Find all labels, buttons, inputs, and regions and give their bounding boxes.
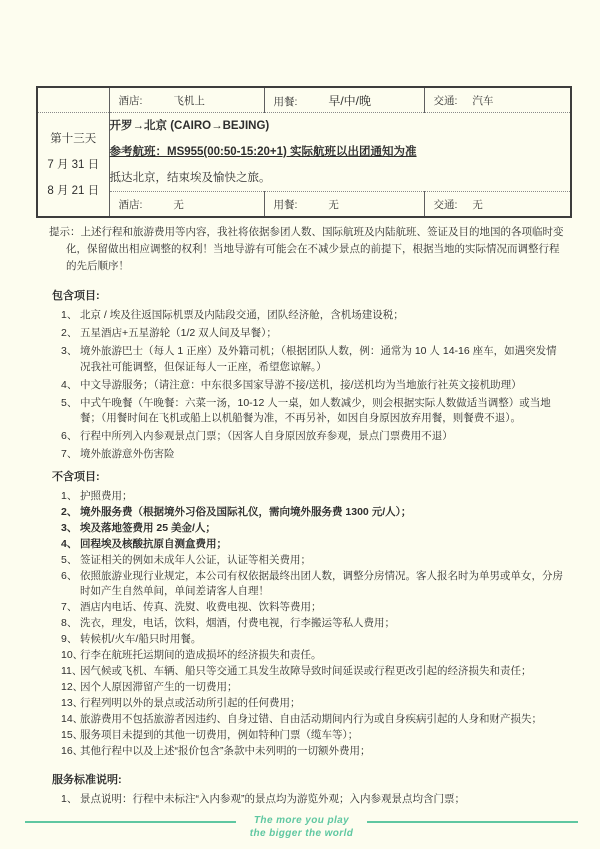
list-item-number: 14、: [61, 713, 84, 725]
footer-divider-right: [367, 821, 578, 823]
table-row-day-detail: [37, 113, 571, 192]
list-item: [52, 616, 564, 632]
arrival-note: 抵达北京，结束埃及愉快之旅。: [109, 172, 271, 184]
footer-slogan-line1: The more you play: [253, 815, 350, 826]
day-description-cell: [109, 113, 571, 192]
list-item-text: 因个人原因滞留产生的一切费用；: [80, 681, 238, 693]
list-item-number: 2、: [61, 327, 78, 339]
meal-cell-bottom: [264, 192, 424, 218]
list-item-text: 护照费用；: [80, 489, 133, 502]
service-standard-title: 服务标准说明:: [52, 773, 122, 786]
notice-paragraph: [36, 224, 570, 275]
list-item: [52, 326, 564, 342]
list-item-number: 3、: [61, 345, 78, 357]
included-list: [52, 308, 564, 463]
footer-slogan-line2: the bigger the world: [249, 828, 354, 839]
list-item-text: 行李在航班托运期间的造成损坏的经济损失和责任。: [80, 649, 322, 661]
list-item-number: 1、: [61, 489, 78, 502]
flight-info: 参考航班：MS955(00:50-15:20+1) 实际航班以出团通知为准: [109, 146, 417, 158]
excluded-list: [52, 489, 564, 760]
service-standard-list: [52, 792, 564, 808]
hotel-cell-bottom: [109, 192, 264, 218]
list-item: [52, 396, 564, 427]
list-item-number: 6、: [61, 430, 78, 442]
list-item-text: 境外旅游巴士（每人 1 正座）及外籍司机；（根据团队人数，例：通常为 10 人 14-16 座车，如遇突发情况我社可能调整，但保证每人一正座，希望您谅解。）: [80, 345, 557, 373]
list-item-text: 服务项目未提到的其他一切费用，例如特种门票（缆车等）；: [80, 729, 359, 741]
list-item: [52, 728, 564, 744]
hotel-label: 酒店:: [118, 198, 143, 211]
hotel-value: 飞机上: [173, 94, 205, 107]
meal-value: 无: [328, 198, 339, 211]
list-item: [52, 521, 564, 537]
departure-date-1: 7 月 31 日: [47, 158, 100, 171]
list-item: [52, 744, 564, 760]
itinerary-table: [36, 86, 572, 218]
list-item: [52, 680, 564, 696]
list-item-number: 16、: [61, 745, 84, 757]
list-item-text: 转候机/火车/船只时用餐。: [80, 633, 202, 645]
list-item-number: 9、: [61, 633, 78, 645]
meal-value: 早/中/晚: [328, 93, 372, 108]
list-item-number: 1、: [61, 792, 78, 805]
list-item-text: 旅游费用不包括旅游者因违约、自身过错、自由活动期间内行为或自身疾病引起的人身和财产损失；: [80, 713, 542, 725]
transport-label: 交通:: [433, 94, 458, 107]
list-item-number: 7、: [61, 601, 78, 613]
transport-value: 汽车: [472, 94, 494, 107]
day-number: 第十三天: [50, 132, 97, 145]
list-item-number: 5、: [61, 553, 78, 566]
list-item: [52, 696, 564, 712]
list-item: [52, 489, 564, 505]
list-item-number: 1、: [61, 309, 78, 321]
list-item-number: 3、: [61, 521, 78, 534]
page-content: [36, 86, 570, 807]
list-item: [52, 308, 564, 324]
list-item-text: 五星酒店+五星游轮（1/2 双人间及早餐）；: [80, 327, 277, 339]
list-item: [52, 537, 564, 553]
list-item-number: 13、: [61, 697, 84, 709]
hotel-value: 无: [173, 198, 184, 211]
list-item-text: 境外旅游意外伤害险: [80, 448, 175, 460]
list-item-text: 埃及落地签费用 25 美金/人；: [80, 521, 216, 534]
route-title: 开罗→北京 (CAIRO→BEJING): [109, 120, 270, 132]
list-item: [52, 378, 564, 394]
service-standard-section: [36, 773, 570, 808]
list-item: [52, 792, 564, 808]
list-item: [52, 632, 564, 648]
list-item-text: 境外服务费（根据境外习俗及国际礼仪，需向境外服务费 1300 元/人）；: [80, 505, 412, 518]
list-item-number: 15、: [61, 729, 84, 741]
list-item-text: 行程中所列入内参观景点门票；（因客人自身原因放弃参观，景点门票费用不退）: [80, 430, 453, 442]
list-item-text: 依照旅游业现行业规定，本公司有权依据最终出团人数，调整分房情况。客人报名时为单男或单女，分房时如产生自然单间，单间差请客人自理！: [80, 569, 563, 597]
list-item-text: 中文导游服务；（请注意：中东很多国家导游不接/送机，接/送机均为当地旅行社英文接机助理）: [80, 378, 522, 391]
meal-cell-top: [264, 87, 424, 113]
list-item-text: 中式午晚餐（午晚餐：六菜一汤，10-12 人一桌，如人数减少，则会根据实际人数做适当调整）或当地餐；（用餐时间在飞机或船上以机船餐为准，不再另补，如因自身原因放弃用餐，则餐费不退）。: [80, 396, 551, 424]
list-item: [52, 344, 564, 375]
empty-cell: [37, 87, 109, 113]
list-item-number: 11、: [61, 665, 83, 677]
notice-label: 提示：: [49, 226, 81, 238]
list-item-number: 6、: [61, 569, 78, 582]
list-item: [52, 447, 564, 463]
hotel-cell-top: [109, 87, 264, 113]
footer-slogan: [25, 814, 578, 840]
list-item-text: 签证相关的例如未成年人公证，认证等相关费用；: [80, 553, 311, 566]
list-item: [52, 664, 564, 680]
list-item-number: 4、: [61, 378, 78, 391]
list-item-number: 8、: [61, 617, 78, 629]
transport-cell-top: [424, 87, 571, 113]
transport-cell-bottom: [424, 192, 571, 218]
list-item: [52, 600, 564, 616]
list-item-text: 洗衣，理发，电话，饮料，烟酒，付费电视，行李搬运等私人费用；: [80, 617, 395, 629]
list-item: [52, 505, 564, 521]
meal-label: 用餐:: [273, 95, 298, 108]
list-item-number: 2、: [61, 505, 78, 518]
list-item-text: 行程列明以外的景点或活动所引起的任何费用；: [80, 697, 301, 709]
departure-date-2: 8 月 21 日: [47, 184, 100, 197]
list-item-text: 其他行程中以及上述“报价包含”条款中未列明的一切额外费用；: [80, 745, 371, 757]
list-item-text: 因气候或飞机、车辆、船只等交通工具发生故障导致时间延误或行程更改引起的经济损失和责任；: [80, 665, 532, 677]
list-item-text: 景点说明：行程中未标注“入内参观”的景点均为游览外观；入内参观景点均含门票；: [80, 792, 465, 805]
list-item: [52, 429, 564, 445]
list-item-number: 7、: [61, 448, 78, 460]
list-item: [52, 569, 564, 600]
included-title: 包含项目:: [52, 290, 100, 302]
notice-text: 上述行程和旅游费用等内容，我社将依据参团人数、国际航班及内陆航班、签证及目的地国的各项临时变化，保留做出相应调整的权利！当地导游有可能会在不减少景点的前提下，根据当地的实际情况而调整行程的先后顺序！: [66, 226, 564, 272]
excluded-section: [36, 470, 570, 760]
list-item-text: 回程埃及核酸抗原自测盒费用；: [80, 537, 227, 550]
list-item-text: 北京 / 埃及往返国际机票及内陆段交通，团队经济舱，含机场建设税；: [80, 309, 404, 321]
list-item-text: 酒店内电话、传真、洗熨、收费电视、饮料等费用；: [80, 601, 322, 613]
excluded-title: 不含项目:: [52, 470, 100, 483]
table-row-services-top: [37, 87, 571, 113]
footer-divider-left: [25, 821, 236, 823]
transport-label: 交通:: [433, 198, 458, 211]
list-item: [52, 648, 564, 664]
hotel-label: 酒店:: [118, 94, 143, 107]
day-date-cell: [37, 113, 109, 218]
list-item: [52, 712, 564, 728]
footer-slogan-text: [236, 814, 368, 840]
transport-value: 无: [472, 198, 483, 211]
meal-label: 用餐:: [273, 198, 298, 211]
table-row-services-bottom: [37, 192, 571, 218]
included-section: [36, 289, 570, 463]
list-item-number: 10、: [61, 649, 84, 661]
list-item-number: 4、: [61, 537, 78, 550]
list-item-number: 12、: [61, 681, 84, 693]
list-item: [52, 553, 564, 569]
list-item-number: 5、: [61, 396, 78, 409]
